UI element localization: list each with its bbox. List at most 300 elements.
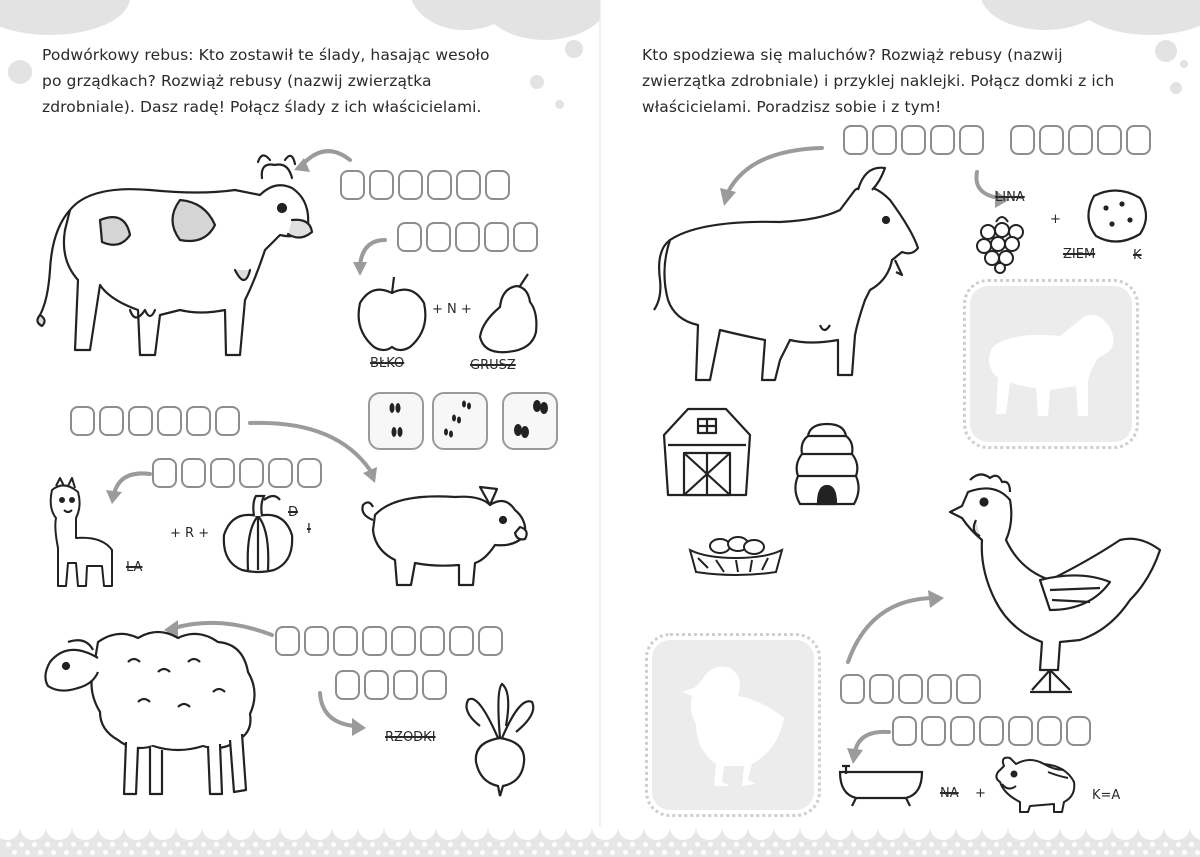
dot-decoration — [1052, 850, 1057, 855]
letter-box[interactable] — [956, 674, 981, 704]
dot-decoration — [285, 850, 290, 855]
dot-decoration — [1163, 842, 1168, 847]
letter-box[interactable] — [297, 458, 322, 488]
scallop-decoration — [540, 826, 566, 840]
pig-icon — [355, 475, 535, 595]
dot-decoration — [669, 842, 674, 847]
scallop-decoration — [176, 826, 202, 840]
dot-decoration — [1000, 850, 1005, 855]
scallop-decoration — [124, 826, 150, 840]
dot-decoration — [1182, 850, 1187, 855]
dot-decoration — [227, 842, 232, 847]
dot-decoration — [838, 842, 843, 847]
letter-box[interactable] — [427, 170, 452, 200]
scallop-decoration — [436, 826, 462, 840]
dot-decoration — [870, 850, 875, 855]
dot-decoration — [90, 850, 95, 855]
cloud-decoration — [0, 0, 130, 35]
dot-decoration — [103, 850, 108, 855]
letter-box[interactable] — [1010, 125, 1035, 155]
dot-decoration — [877, 842, 882, 847]
dot-decoration — [909, 850, 914, 855]
letter-box[interactable] — [391, 626, 416, 656]
dot-decoration — [19, 842, 24, 847]
dot-decoration — [734, 842, 739, 847]
dot-decoration — [916, 842, 921, 847]
scallop-decoration — [826, 826, 852, 840]
scallop-decoration — [982, 826, 1008, 840]
dot-decoration — [493, 850, 498, 855]
rebus-word-pear: GRUSZ — [470, 358, 516, 373]
dot-decoration — [233, 850, 238, 855]
letter-box[interactable] — [898, 674, 923, 704]
dot-decoration — [818, 850, 823, 855]
letter-box[interactable] — [426, 222, 451, 252]
scallop-decoration — [930, 826, 956, 840]
dot-decoration — [318, 842, 323, 847]
dot-decoration — [116, 850, 121, 855]
answer-boxes-goat[interactable] — [843, 125, 984, 155]
letter-box[interactable] — [333, 626, 358, 656]
letter-box[interactable] — [872, 125, 897, 155]
dot-decoration — [591, 842, 596, 847]
barn-icon — [660, 405, 755, 500]
dot-decoration — [558, 850, 563, 855]
sticker-slot-chick[interactable] — [652, 640, 814, 810]
scallop-decoration — [20, 826, 46, 840]
letter-box[interactable] — [456, 170, 481, 200]
dot-decoration — [662, 850, 667, 855]
dot-decoration — [370, 842, 375, 847]
dot-decoration — [656, 842, 661, 847]
dot-decoration — [110, 842, 115, 847]
dot-decoration — [1117, 850, 1122, 855]
dot-decoration — [51, 850, 56, 855]
dot-decoration — [1091, 850, 1096, 855]
letter-box[interactable] — [1037, 716, 1062, 746]
letter-box[interactable] — [397, 222, 422, 252]
dot-decoration — [994, 842, 999, 847]
scallop-decoration — [280, 826, 306, 840]
scallop-decoration — [592, 826, 618, 840]
letter-box[interactable] — [422, 670, 447, 700]
dot-decoration — [201, 842, 206, 847]
scallop-decoration — [384, 826, 410, 840]
dot-decoration — [461, 842, 466, 847]
dot-decoration — [643, 842, 648, 847]
letter-box[interactable] — [239, 458, 264, 488]
answer-boxes-sheep[interactable] — [275, 626, 503, 656]
dot-decoration — [786, 842, 791, 847]
boar-icon — [990, 752, 1080, 814]
dot-decoration — [487, 842, 492, 847]
scallop-decoration — [1008, 826, 1034, 840]
dot-decoration — [1033, 842, 1038, 847]
scallop-decoration — [332, 826, 358, 840]
letter-box[interactable] — [340, 170, 365, 200]
scallop-decoration — [254, 826, 280, 840]
scallop-decoration — [904, 826, 930, 840]
rebus-word-radish: RZODKI — [385, 730, 436, 745]
dot-decoration — [1078, 850, 1083, 855]
dot-decoration — [1189, 842, 1194, 847]
dot-decoration — [298, 850, 303, 855]
hoof-print-icon — [504, 394, 555, 447]
dot-decoration — [38, 850, 43, 855]
radish-icon — [460, 682, 540, 797]
letter-box[interactable] — [152, 458, 177, 488]
answer-boxes-bathtub-boar[interactable] — [892, 716, 1091, 746]
scallop-decoration — [72, 826, 98, 840]
dot-decoration — [350, 850, 355, 855]
scallop-decoration — [878, 826, 904, 840]
dot-decoration — [142, 850, 147, 855]
scallop-decoration — [1138, 826, 1164, 840]
letter-box[interactable] — [869, 674, 894, 704]
dot-decoration — [363, 850, 368, 855]
letter-box[interactable] — [275, 626, 300, 656]
scallop-decoration — [514, 826, 540, 840]
scallop-decoration — [1034, 826, 1060, 840]
dot-decoration — [974, 850, 979, 855]
dot-decoration — [409, 842, 414, 847]
pumpkin-icon — [218, 490, 298, 574]
scallop-decoration — [488, 826, 514, 840]
dot-decoration — [968, 842, 973, 847]
dot-decoration — [58, 842, 63, 847]
dot-decoration — [565, 40, 583, 58]
letter-box[interactable] — [215, 406, 240, 436]
letter-box[interactable] — [1008, 716, 1033, 746]
dot-decoration — [1007, 842, 1012, 847]
scallop-decoration — [852, 826, 878, 840]
dot-decoration — [903, 842, 908, 847]
dot-decoration — [64, 850, 69, 855]
dot-decoration — [1046, 842, 1051, 847]
dot-decoration — [1124, 842, 1129, 847]
dot-decoration — [555, 100, 564, 109]
letter-box[interactable] — [268, 458, 293, 488]
dot-decoration — [155, 850, 160, 855]
answer-boxes-apple-pear[interactable] — [397, 222, 538, 252]
scallop-decoration — [462, 826, 488, 840]
dot-decoration — [1020, 842, 1025, 847]
dot-decoration — [961, 850, 966, 855]
dot-decoration — [935, 850, 940, 855]
track-card-pig[interactable] — [502, 392, 558, 450]
scallop-decoration — [1060, 826, 1086, 840]
chick-icon — [652, 640, 814, 810]
dot-decoration — [240, 842, 245, 847]
rebus-word-potato: ZIEM — [1063, 247, 1096, 262]
dot-decoration — [1155, 40, 1177, 62]
dot-decoration — [792, 850, 797, 855]
dot-decoration — [1180, 60, 1188, 68]
dot-decoration — [740, 850, 745, 855]
letter-box[interactable] — [157, 406, 182, 436]
letter-box[interactable] — [950, 716, 975, 746]
dot-decoration — [851, 842, 856, 847]
dot-decoration — [1176, 842, 1181, 847]
dot-decoration — [675, 850, 680, 855]
bathtub-icon — [836, 762, 926, 810]
letter-box[interactable] — [843, 125, 868, 155]
kid-goat-icon — [970, 286, 1132, 442]
answer-boxes-cow[interactable] — [340, 170, 510, 200]
letter-box[interactable] — [901, 125, 926, 155]
dot-decoration — [71, 842, 76, 847]
dot-decoration — [1150, 842, 1155, 847]
hoof-print-icon — [434, 394, 485, 447]
goat-icon — [640, 160, 930, 385]
letter-box[interactable] — [892, 716, 917, 746]
letter-box[interactable] — [979, 716, 1004, 746]
dot-decoration — [123, 842, 128, 847]
dot-decoration — [890, 842, 895, 847]
dot-decoration — [1039, 850, 1044, 855]
letter-box[interactable] — [485, 170, 510, 200]
beehive-icon — [790, 420, 865, 510]
letter-box[interactable] — [1068, 125, 1093, 155]
letter-box[interactable] — [455, 222, 480, 252]
dot-decoration — [454, 850, 459, 855]
dot-decoration — [32, 842, 37, 847]
scallop-decoration — [618, 826, 644, 840]
rebus-word-bathtub: NA — [940, 786, 959, 801]
dot-decoration — [448, 842, 453, 847]
dot-decoration — [149, 842, 154, 847]
letter-box[interactable] — [70, 406, 95, 436]
pear-icon — [472, 272, 547, 357]
dot-decoration — [383, 842, 388, 847]
dot-decoration — [1065, 850, 1070, 855]
letter-box[interactable] — [420, 626, 445, 656]
dot-decoration — [1195, 850, 1200, 855]
letter-box[interactable] — [921, 716, 946, 746]
dot-decoration — [571, 850, 576, 855]
track-card-goat[interactable] — [432, 392, 488, 450]
letter-box[interactable] — [186, 406, 211, 436]
dot-decoration — [194, 850, 199, 855]
dot-decoration — [168, 850, 173, 855]
dot-decoration — [981, 842, 986, 847]
dot-decoration — [344, 842, 349, 847]
letter-box[interactable] — [393, 670, 418, 700]
letter-box[interactable] — [398, 170, 423, 200]
dot-decoration — [1169, 850, 1174, 855]
dot-decoration — [337, 850, 342, 855]
arrow-icon — [345, 230, 395, 280]
potato-icon — [1082, 186, 1152, 246]
sticker-slot-goat[interactable] — [970, 286, 1132, 442]
scallop-decoration — [800, 826, 826, 840]
dot-decoration — [246, 850, 251, 855]
answer-boxes-pig[interactable] — [70, 406, 240, 436]
scallop-decoration — [358, 826, 384, 840]
dot-decoration — [1059, 842, 1064, 847]
raspberry-icon — [972, 212, 1032, 272]
dot-decoration — [84, 842, 89, 847]
dot-decoration — [545, 850, 550, 855]
scallop-decoration — [1164, 826, 1190, 840]
dot-decoration — [753, 850, 758, 855]
dot-decoration — [844, 850, 849, 855]
dot-decoration — [922, 850, 927, 855]
letter-box[interactable] — [210, 458, 235, 488]
letter-box[interactable] — [478, 626, 503, 656]
letter-box[interactable] — [1039, 125, 1064, 155]
dot-decoration — [45, 842, 50, 847]
dot-decoration — [181, 850, 186, 855]
cloud-decoration — [1070, 0, 1200, 35]
letter-box[interactable] — [927, 674, 952, 704]
dot-decoration — [311, 850, 316, 855]
cow-icon — [30, 150, 320, 370]
dot-decoration — [948, 850, 953, 855]
letter-box[interactable] — [840, 674, 865, 704]
rebus-rule: K=A — [1092, 788, 1121, 803]
dot-decoration — [77, 850, 82, 855]
dot-decoration — [428, 850, 433, 855]
dot-decoration — [220, 850, 225, 855]
rebus-word-llama: LA — [126, 560, 143, 575]
dot-decoration — [552, 842, 557, 847]
dot-decoration — [480, 850, 485, 855]
scallop-decoration — [98, 826, 124, 840]
dot-decoration — [779, 850, 784, 855]
arrow-icon — [840, 590, 950, 670]
dot-decoration — [1104, 850, 1109, 855]
footer-border — [0, 826, 1200, 857]
dot-decoration — [597, 850, 602, 855]
letter-box[interactable] — [128, 406, 153, 436]
dot-decoration — [942, 842, 947, 847]
scallop-decoration — [306, 826, 332, 840]
right-page — [600, 0, 1200, 857]
dot-decoration — [506, 850, 511, 855]
scallop-decoration — [644, 826, 670, 840]
dot-decoration — [532, 850, 537, 855]
dot-decoration — [129, 850, 134, 855]
dot-decoration — [331, 842, 336, 847]
letter-box[interactable] — [99, 406, 124, 436]
dot-decoration — [12, 850, 17, 855]
dot-decoration — [467, 850, 472, 855]
letter-box[interactable] — [362, 626, 387, 656]
dot-decoration — [760, 842, 765, 847]
scallop-decoration — [956, 826, 982, 840]
dot-decoration — [474, 842, 479, 847]
letter-box[interactable] — [1066, 716, 1091, 746]
dot-decoration — [701, 850, 706, 855]
letter-box[interactable] — [930, 125, 955, 155]
dot-decoration — [214, 842, 219, 847]
dot-decoration — [688, 850, 693, 855]
dot-decoration — [896, 850, 901, 855]
dot-decoration — [883, 850, 888, 855]
dot-decoration — [1130, 850, 1135, 855]
answer-boxes-hen[interactable] — [840, 674, 981, 704]
dot-decoration — [253, 842, 258, 847]
dot-decoration — [747, 842, 752, 847]
sheep-icon — [38, 622, 263, 802]
letter-box[interactable] — [304, 626, 329, 656]
scallop-decoration — [1190, 826, 1200, 840]
answer-boxes-llama[interactable] — [152, 458, 322, 488]
letter-box[interactable] — [181, 458, 206, 488]
dot-decoration — [1013, 850, 1018, 855]
right-instruction: Kto spodziewa się maluchów? Rozwiąż rebusy (nazwij zwierzątka zdrobniale) i przyklej naklejki. Połącz domki z ich właścicielami. Poradzisz sobie i z tym! — [642, 46, 1115, 116]
scallop-decoration — [228, 826, 254, 840]
dot-decoration — [324, 850, 329, 855]
dot-decoration — [623, 850, 628, 855]
dot-decoration — [610, 850, 615, 855]
dot-decoration — [1143, 850, 1148, 855]
scallop-decoration — [1112, 826, 1138, 840]
letter-box[interactable] — [449, 626, 474, 656]
letter-box[interactable] — [513, 222, 538, 252]
letter-box[interactable] — [1097, 125, 1122, 155]
dot-decoration — [1111, 842, 1116, 847]
scallop-decoration — [774, 826, 800, 840]
dot-decoration — [500, 842, 505, 847]
dot-decoration — [539, 842, 544, 847]
letter-box[interactable] — [484, 222, 509, 252]
dot-decoration — [305, 842, 310, 847]
dot-decoration — [259, 850, 264, 855]
dot-decoration — [649, 850, 654, 855]
dot-decoration — [136, 842, 141, 847]
dot-decoration — [857, 850, 862, 855]
dot-decoration — [584, 850, 589, 855]
scallop-decoration — [46, 826, 72, 840]
dot-decoration — [864, 842, 869, 847]
scallop-decoration — [410, 826, 436, 840]
dot-decoration — [617, 842, 622, 847]
dot-decoration — [415, 850, 420, 855]
dot-decoration — [805, 850, 810, 855]
dot-decoration — [292, 842, 297, 847]
dot-decoration — [825, 842, 830, 847]
dot-decoration — [272, 850, 277, 855]
dot-decoration — [519, 850, 524, 855]
rebus-plus: + — [1050, 212, 1061, 227]
answer-boxes-raspberry-potato[interactable] — [1010, 125, 1151, 155]
dot-decoration — [727, 850, 732, 855]
apple-icon — [352, 275, 432, 355]
dot-decoration — [565, 842, 570, 847]
dot-decoration — [402, 850, 407, 855]
scallop-decoration — [722, 826, 748, 840]
rebus-mark-i: I — [307, 522, 311, 537]
dot-decoration — [630, 842, 635, 847]
dot-decoration — [188, 842, 193, 847]
dot-decoration — [526, 842, 531, 847]
letter-box[interactable] — [959, 125, 984, 155]
rebus-plus-r: + R + — [170, 526, 210, 541]
dot-decoration — [721, 842, 726, 847]
scallop-decoration — [150, 826, 176, 840]
dot-decoration — [812, 842, 817, 847]
dot-decoration — [695, 842, 700, 847]
letter-box[interactable] — [369, 170, 394, 200]
letter-box[interactable] — [1126, 125, 1151, 155]
cloud-decoration — [480, 0, 600, 40]
dot-decoration — [799, 842, 804, 847]
nest-icon — [686, 528, 786, 578]
dot-decoration — [604, 842, 609, 847]
scallop-decoration — [566, 826, 592, 840]
